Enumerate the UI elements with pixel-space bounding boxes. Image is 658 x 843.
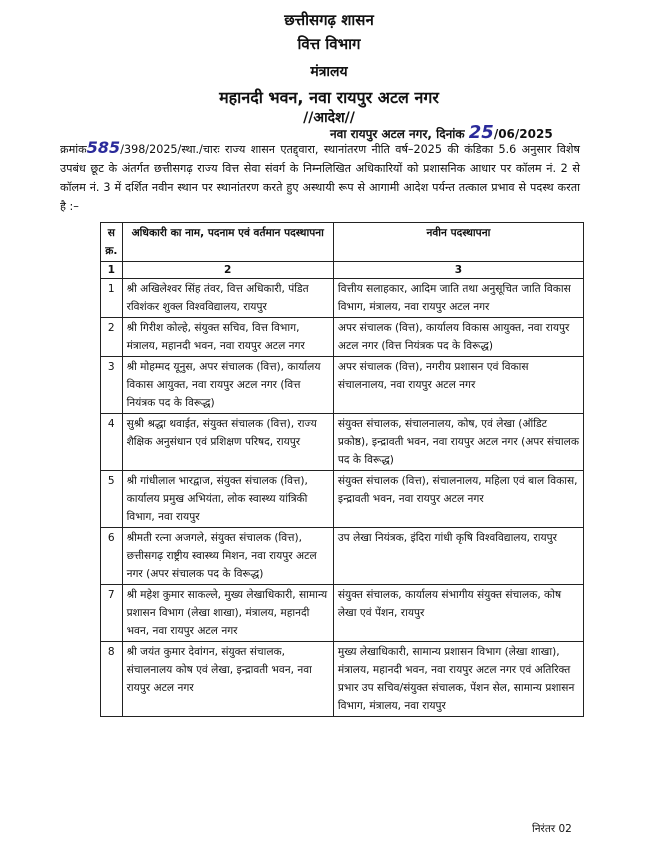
table-row [101, 357, 584, 414]
serial-number-cell: 8 [101, 642, 123, 717]
order-prefix: क्रमांक [60, 143, 87, 156]
new-posting-cell: संयुक्त संचालक, कार्यालय संभागीय संयुक्त संचालक, कोष लेखा एवं पेंशन, रायपुर [333, 585, 583, 642]
column-number: 3 [333, 262, 583, 279]
new-posting-cell: अपर संचालक (वित्त), कार्यालय विकास आयुक्त, नवा रायपुर अटल नगर (वित्त नियंत्रक पद के विरूद्ध) [333, 318, 583, 357]
order-text: /398/2025/स्था./चारः राज्य शासन एतद्द्वारा, स्थानांतरण नीति वर्ष–2025 की कंडिका 5.6 अनुसार विशेष उपबंध छूट के अंतर्गत छत्तीसगढ़ राज्य वित्त सेवा संवर्ग के निम्नलिखित अधिकारियों को प्रशासनिक आधार पर कॉलम नं. 2 से कॉलम नं. 3 में दर्शित नवीन स्थान पर स्थानांतरण करते हुए अस्थायी रूप से आगामी आदेश पर्यन्त तत्काल प्रभाव से पदस्थ करता है :– [60, 143, 580, 213]
serial-number-cell: 1 [101, 279, 123, 318]
serial-number-cell: 5 [101, 471, 123, 528]
table-row [101, 471, 584, 528]
current-posting-cell: श्री महेश कुमार साकल्ले, मुख्य लेखाधिकारी, सामान्य प्रशासन विभाग (लेखा शाखा), मंत्रालय, महानदी भवन, नवा रायपुर अटल नगर [122, 585, 333, 642]
header-current-posting: अधिकारी का नाम, पदनाम एवं वर्तमान पदस्थापना [122, 223, 333, 262]
order-heading: //आदेश// [303, 110, 355, 126]
handwritten-day: 25 [468, 122, 494, 143]
department-title: वित्त विभाग [297, 35, 361, 53]
new-posting-cell: उप लेखा नियंत्रक, इंदिरा गांधी कृषि विश्वविद्यालय, रायपुर [333, 528, 583, 585]
govt-title: छत्तीसगढ़ शासन [284, 11, 374, 29]
table-row [101, 528, 584, 585]
current-posting-cell: श्री गिरीश कोल्हे, संयुक्त सचिव, वित्त विभाग, मंत्रालय, महानदी भवन, नवा रायपुर अटल नगर [122, 318, 333, 357]
ministry-title: मंत्रालय [310, 64, 348, 80]
table-row [101, 414, 584, 471]
date-prefix: नवा रायपुर अटल नगर, दिनांक [330, 127, 465, 141]
current-posting-cell: श्री अखिलेश्वर सिंह तंवर, वित्त अधिकारी, पंडित रविशंकर शुक्ल विश्वविद्यालय, रायपुर [122, 279, 333, 318]
new-posting-cell: अपर संचालक (वित्त), नगरीय प्रशासन एवं विकास संचालनालय, नवा रायपुर अटल नगर [333, 357, 583, 414]
continued-note: निरंतर 02 [532, 823, 572, 835]
table-row [101, 585, 584, 642]
handwritten-order-number: 585 [86, 138, 121, 157]
new-posting-cell: संयुक्त संचालक (वित्त), संचालनालय, महिला एवं बाल विकास, इन्द्रावती भवन, नवा रायपुर अटल नगर [333, 471, 583, 528]
serial-number-cell: 3 [101, 357, 123, 414]
serial-number-cell: 4 [101, 414, 123, 471]
new-posting-cell: मुख्य लेखाधिकारी, सामान्य प्रशासन विभाग (लेखा शाखा), मंत्रालय, महानदी भवन, नवा रायपुर अटल नगर एवं अतिरिक्त प्रभार उप सचिव/संयुक्त संचालक, पेंशन सेल, सामान्य प्रशासन विभाग, मंत्रालय, नवा रायपुर [333, 642, 583, 717]
table-header-row [101, 223, 584, 262]
column-number-row [101, 262, 584, 279]
current-posting-cell: सुश्री श्रद्धा थवाईत, संयुक्त संचालक (वित्त), राज्य शैक्षिक अनुसंधान एवं प्रशिक्षण परिषद, रायपुर [122, 414, 333, 471]
serial-number-cell: 2 [101, 318, 123, 357]
current-posting-cell: श्री जयंत कुमार देवांगन, संयुक्त संचालक, संचालनालय कोष एवं लेखा, इन्द्रावती भवन, नवा रायपुर अटल नगर [122, 642, 333, 717]
serial-number-cell: 6 [101, 528, 123, 585]
new-posting-cell: संयुक्त संचालक, संचालनालय, कोष, एवं लेखा (ऑडिट प्रकोष्ठ), इन्द्रावती भवन, नवा रायपुर अटल नगर (अपर संचालक पद के विरूद्ध) [333, 414, 583, 471]
table-row [101, 642, 584, 717]
serial-number-cell: 7 [101, 585, 123, 642]
column-number: 1 [101, 262, 123, 279]
new-posting-cell: वित्तीय सलाहकार, आदिम जाति तथा अनुसूचित जाति विकास विभाग, मंत्रालय, नवा रायपुर अटल नगर [333, 279, 583, 318]
column-number: 2 [122, 262, 333, 279]
order-paragraph [60, 138, 580, 216]
current-posting-cell: श्री गांधीलाल भारद्वाज, संयुक्त संचालक (वित्त), कार्यालय प्रमुख अभियंता, लोक स्वास्थ्य यांत्रिकी विभाग, नवा रायपुर [122, 471, 333, 528]
header-serial: स क्र. [101, 223, 123, 262]
transfer-table [100, 222, 584, 717]
current-posting-cell: श्रीमती रत्ना अजगले, संयुक्त संचालक (वित्त), छत्तीसगढ़ राष्ट्रीय स्वास्थ्य मिशन, नवा रायपुर अटल नगर (अपर संचालक पद के विरूद्ध) [122, 528, 333, 585]
address-title: महानदी भवन, नवा रायपुर अटल नगर [219, 88, 439, 107]
table-row [101, 279, 584, 318]
current-posting-cell: श्री मोहम्मद यूनुस, अपर संचालक (वित्त), कार्यालय विकास आयुक्त, नवा रायपुर अटल नगर (वित्त नियंत्रक पद के विरूद्ध) [122, 357, 333, 414]
header-new-posting: नवीन पदस्थापना [333, 223, 583, 262]
date-suffix: /06/2025 [493, 127, 553, 141]
table-row [101, 318, 584, 357]
